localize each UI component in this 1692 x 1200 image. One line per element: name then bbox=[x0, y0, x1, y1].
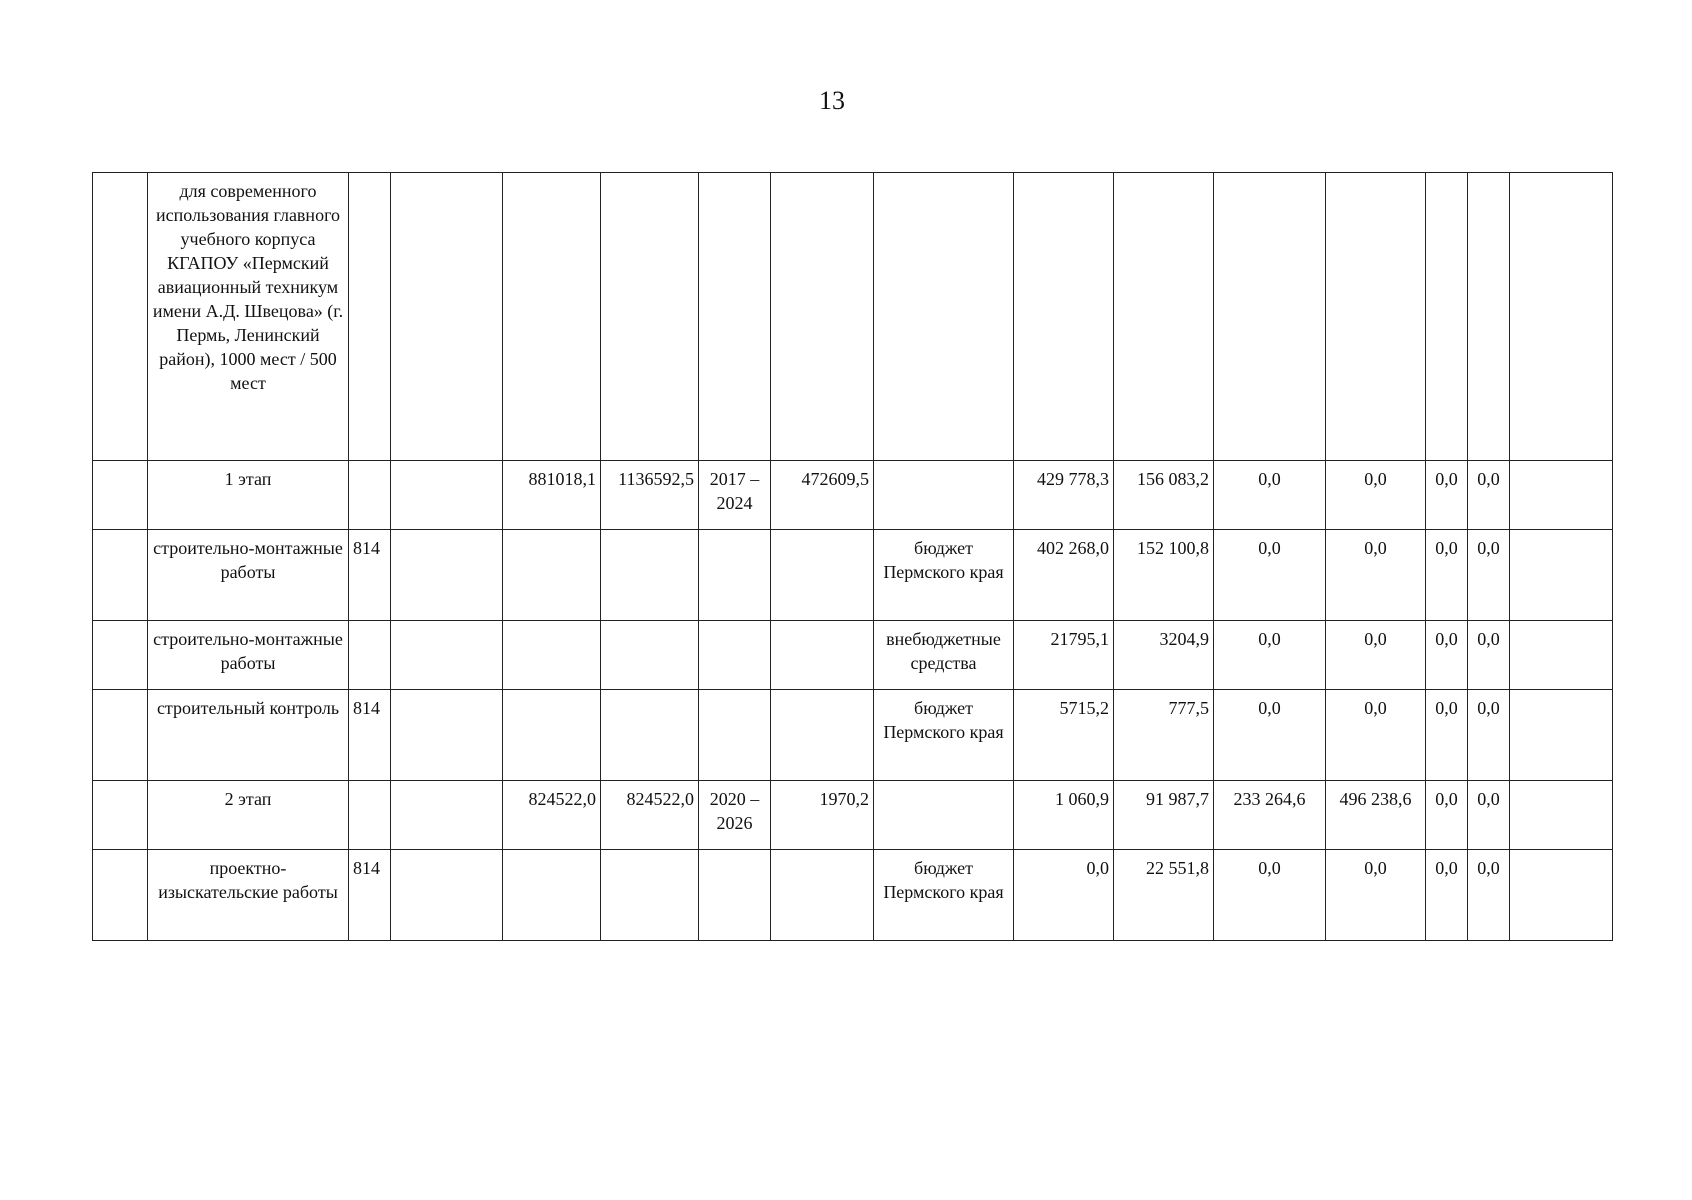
total-cost-cell bbox=[601, 173, 699, 461]
remaining-cost-cell bbox=[771, 173, 874, 461]
total-cost-cell bbox=[601, 621, 699, 690]
note-cell bbox=[1510, 781, 1613, 850]
funding-source-cell bbox=[874, 461, 1014, 530]
estimated-cost-cell bbox=[503, 850, 601, 941]
year-value-3-cell bbox=[1214, 173, 1326, 461]
year-value-5-cell: 0,0 bbox=[1426, 690, 1468, 781]
code-cell bbox=[349, 781, 391, 850]
year-value-3-cell: 0,0 bbox=[1214, 850, 1326, 941]
funding-source-cell: бюджет Пермского края bbox=[874, 530, 1014, 621]
note-cell bbox=[1510, 173, 1613, 461]
table-row bbox=[93, 781, 1613, 850]
total-cost-cell: 824522,0 bbox=[601, 781, 699, 850]
total-cost-cell bbox=[601, 530, 699, 621]
code-cell bbox=[349, 461, 391, 530]
remaining-cost-cell bbox=[771, 530, 874, 621]
year-value-1-cell bbox=[1014, 173, 1114, 461]
year-value-2-cell: 156 083,2 bbox=[1114, 461, 1214, 530]
note-cell bbox=[1510, 850, 1613, 941]
code-cell: 814 bbox=[349, 690, 391, 781]
year-value-3-cell: 233 264,6 bbox=[1214, 781, 1326, 850]
capacity-cell bbox=[391, 621, 503, 690]
row-number-cell bbox=[93, 173, 148, 461]
year-value-3-cell: 0,0 bbox=[1214, 530, 1326, 621]
funding-source-cell bbox=[874, 173, 1014, 461]
year-value-5-cell: 0,0 bbox=[1426, 530, 1468, 621]
year-value-5-cell bbox=[1426, 173, 1468, 461]
row-number-cell bbox=[93, 850, 148, 941]
year-value-4-cell: 0,0 bbox=[1326, 850, 1426, 941]
note-cell bbox=[1510, 690, 1613, 781]
estimated-cost-cell bbox=[503, 621, 601, 690]
capacity-cell bbox=[391, 690, 503, 781]
row-number-cell bbox=[93, 530, 148, 621]
year-value-6-cell: 0,0 bbox=[1468, 461, 1510, 530]
capacity-cell bbox=[391, 530, 503, 621]
year-value-6-cell bbox=[1468, 173, 1510, 461]
total-cost-cell: 1136592,5 bbox=[601, 461, 699, 530]
year-value-6-cell: 0,0 bbox=[1468, 781, 1510, 850]
year-value-1-cell: 1 060,9 bbox=[1014, 781, 1114, 850]
year-value-1-cell: 429 778,3 bbox=[1014, 461, 1114, 530]
table-row bbox=[93, 530, 1613, 621]
funding-source-cell bbox=[874, 781, 1014, 850]
table-row bbox=[93, 850, 1613, 941]
year-value-4-cell: 0,0 bbox=[1326, 621, 1426, 690]
period-cell: 2017 – 2024 bbox=[699, 461, 771, 530]
estimated-cost-cell bbox=[503, 173, 601, 461]
code-cell: 814 bbox=[349, 850, 391, 941]
row-number-cell bbox=[93, 461, 148, 530]
year-value-4-cell: 0,0 bbox=[1326, 461, 1426, 530]
estimated-cost-cell: 824522,0 bbox=[503, 781, 601, 850]
year-value-1-cell: 5715,2 bbox=[1014, 690, 1114, 781]
year-value-2-cell: 777,5 bbox=[1114, 690, 1214, 781]
year-value-1-cell: 0,0 bbox=[1014, 850, 1114, 941]
capacity-cell bbox=[391, 781, 503, 850]
year-value-3-cell: 0,0 bbox=[1214, 690, 1326, 781]
object-name-cell: для современного использования главного учебного корпуса КГАПОУ «Пермский авиационный техникум имени А.Д. Швецова» (г. Пермь, Ленинский район), 1000 мест / 500 мест bbox=[148, 173, 349, 461]
capacity-cell bbox=[391, 461, 503, 530]
code-cell: 814 bbox=[349, 530, 391, 621]
year-value-2-cell: 3204,9 bbox=[1114, 621, 1214, 690]
total-cost-cell bbox=[601, 690, 699, 781]
row-number-cell bbox=[93, 781, 148, 850]
year-value-6-cell: 0,0 bbox=[1468, 850, 1510, 941]
year-value-5-cell: 0,0 bbox=[1426, 461, 1468, 530]
period-cell bbox=[699, 621, 771, 690]
table-row bbox=[93, 173, 1613, 461]
estimated-cost-cell: 881018,1 bbox=[503, 461, 601, 530]
remaining-cost-cell bbox=[771, 850, 874, 941]
remaining-cost-cell bbox=[771, 690, 874, 781]
year-value-3-cell: 0,0 bbox=[1214, 621, 1326, 690]
capacity-cell bbox=[391, 173, 503, 461]
year-value-5-cell: 0,0 bbox=[1426, 781, 1468, 850]
object-name-cell: строительный контроль bbox=[148, 690, 349, 781]
year-value-4-cell: 496 238,6 bbox=[1326, 781, 1426, 850]
note-cell bbox=[1510, 530, 1613, 621]
object-name-cell: проектно-изыскательские работы bbox=[148, 850, 349, 941]
period-cell bbox=[699, 690, 771, 781]
object-name-cell: строительно-монтажные работы bbox=[148, 621, 349, 690]
financing-table bbox=[92, 172, 1613, 941]
year-value-4-cell bbox=[1326, 173, 1426, 461]
total-cost-cell bbox=[601, 850, 699, 941]
code-cell bbox=[349, 621, 391, 690]
row-number-cell bbox=[93, 621, 148, 690]
year-value-4-cell: 0,0 bbox=[1326, 530, 1426, 621]
year-value-1-cell: 21795,1 bbox=[1014, 621, 1114, 690]
table-row bbox=[93, 621, 1613, 690]
period-cell bbox=[699, 530, 771, 621]
year-value-6-cell: 0,0 bbox=[1468, 690, 1510, 781]
year-value-1-cell: 402 268,0 bbox=[1014, 530, 1114, 621]
code-cell bbox=[349, 173, 391, 461]
capacity-cell bbox=[391, 850, 503, 941]
funding-source-cell: бюджет Пермского края bbox=[874, 690, 1014, 781]
object-name-cell: 2 этап bbox=[148, 781, 349, 850]
year-value-2-cell bbox=[1114, 173, 1214, 461]
year-value-6-cell: 0,0 bbox=[1468, 621, 1510, 690]
year-value-2-cell: 152 100,8 bbox=[1114, 530, 1214, 621]
funding-source-cell: внебюджетные средства bbox=[874, 621, 1014, 690]
table-row bbox=[93, 461, 1613, 530]
estimated-cost-cell bbox=[503, 530, 601, 621]
remaining-cost-cell: 1970,2 bbox=[771, 781, 874, 850]
estimated-cost-cell bbox=[503, 690, 601, 781]
note-cell bbox=[1510, 461, 1613, 530]
note-cell bbox=[1510, 621, 1613, 690]
year-value-2-cell: 22 551,8 bbox=[1114, 850, 1214, 941]
row-number-cell bbox=[93, 690, 148, 781]
object-name-cell: строительно-монтажные работы bbox=[148, 530, 349, 621]
period-cell: 2020 – 2026 bbox=[699, 781, 771, 850]
table-row bbox=[93, 690, 1613, 781]
remaining-cost-cell: 472609,5 bbox=[771, 461, 874, 530]
period-cell bbox=[699, 173, 771, 461]
year-value-5-cell: 0,0 bbox=[1426, 621, 1468, 690]
remaining-cost-cell bbox=[771, 621, 874, 690]
page-number: 13 bbox=[819, 86, 845, 115]
year-value-5-cell: 0,0 bbox=[1426, 850, 1468, 941]
year-value-2-cell: 91 987,7 bbox=[1114, 781, 1214, 850]
object-name-cell: 1 этап bbox=[148, 461, 349, 530]
year-value-6-cell: 0,0 bbox=[1468, 530, 1510, 621]
year-value-4-cell: 0,0 bbox=[1326, 690, 1426, 781]
period-cell bbox=[699, 850, 771, 941]
year-value-3-cell: 0,0 bbox=[1214, 461, 1326, 530]
funding-source-cell: бюджет Пермского края bbox=[874, 850, 1014, 941]
